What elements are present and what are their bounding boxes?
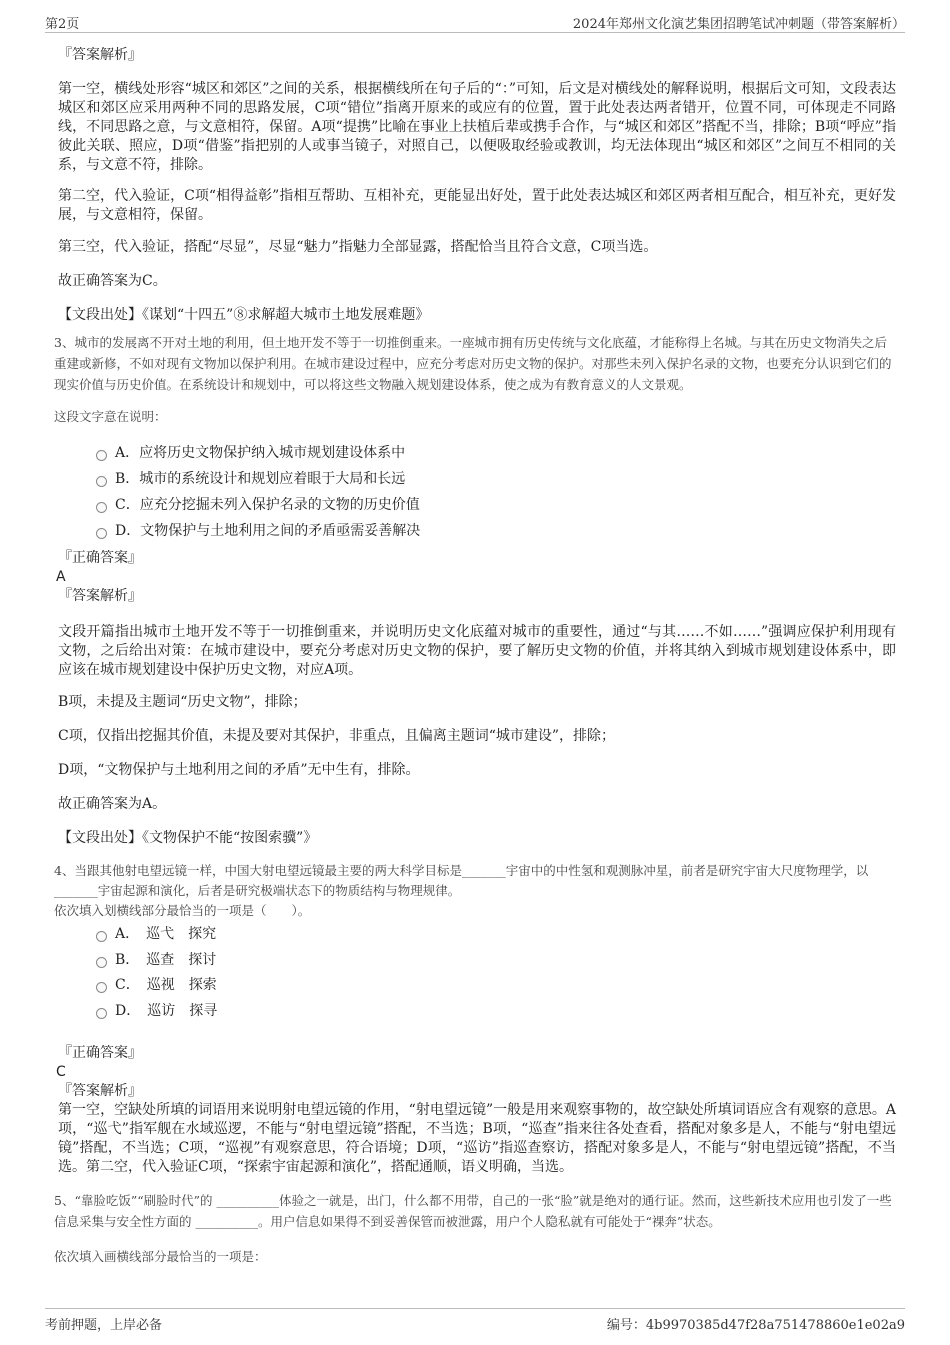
q3-analysis-paragraph: 文段开篇指出城市土地开发不等于一切推倒重来，并说明历史文化底蕴对城市的重要性，通过“与其……不如……”强调应保护利用现有文物，之后给出对策：在城市建设中，要充分考虑对历史文物的保护，要了解历史文物的价值，并将其纳入到城市规划建设体系中，即应该在城市规划建设中保护历史文物，对应A项。	[58, 624, 896, 678]
q3-stem: 3、城市的发展离不开对土地的利用，但土地开发不等于一切推倒重来。一座城市拥有历史传统与文化底蕴，才能称得上名城。与其在历史文物消失之后重建或新修，不如对现有文物加以保护利用。在城市建设过程中，应充分考虑对历史文物的保护。对那些未列入保护名录的文物，也要充分认识到它们的现实价值与历史价值。在系统设计和规划中，可以将这些文物融入规划建设体系，使之成为有教育意义的人文景观。	[54, 335, 892, 392]
q3-conclusion-block	[58, 795, 896, 814]
q5-ask-block	[54, 1246, 892, 1267]
radio-icon[interactable]	[96, 502, 107, 513]
q2-conclusion-block	[58, 272, 896, 291]
q3-option-c[interactable]: C．应充分挖掘未列入保护名录的文物的历史价值	[96, 492, 420, 518]
q2-conclusion: 故正确答案为C。	[58, 273, 167, 289]
q3-analysis-label: 『答案解析』	[58, 588, 142, 604]
q3-options	[96, 440, 420, 544]
q3-option-d[interactable]: D．文物保护与土地利用之间的矛盾亟需妥善解决	[96, 518, 420, 544]
q3-analysis-p1-block	[58, 623, 896, 680]
q2-analysis-p3-block	[58, 238, 896, 257]
q4-option-c[interactable]: C． 巡视 探索	[96, 973, 217, 999]
radio-icon[interactable]	[96, 931, 107, 942]
q4-stem: 4、当跟其他射电望远镜一样，中国大射电望远镜最主要的两大科学目标是_______宇宙中的中性氢和观测脉冲星，前者是研究宇宙大尺度物理学，以_______宇宙起源和演化，后者是研究极端状态下的物质结构与物理规律。	[54, 863, 869, 898]
q3-source-block	[58, 829, 896, 848]
page-footer	[45, 1308, 905, 1333]
q3-analysis-p2-block	[58, 693, 896, 712]
q2-source: 【文段出处】《谋划“十四五”⑧求解超大城市土地发展难题》	[58, 307, 430, 323]
q4-analysis-label: 『答案解析』	[58, 1083, 142, 1099]
page-header	[45, 10, 905, 33]
q2-analysis-paragraph: 第二空，代入验证，C项“相得益彰”指相互帮助、互相补充，更能显出好处，置于此处表达城区和郊区两者相互配合，相互补充，更好发展，与文意相符，保留。	[58, 188, 896, 223]
q5-stem-block	[54, 1190, 896, 1232]
q3-answer: A	[56, 569, 66, 585]
q3-analysis-p3-block	[58, 727, 896, 746]
q3-option-a[interactable]: A．应将历史文物保护纳入城市规划建设体系中	[96, 440, 420, 466]
q4-analysis-paragraph: 第一空，空缺处所填的词语用来说明射电望远镜的作用，“射电望远镜”一般是用来观察事物的，故空缺处所填词语应含有观察的意思。A项，“巡弋”指军舰在水域巡逻，不能与“射电望远镜”搭配，不当选；B项，“巡查”指来往各处查看，搭配对象多是人，不能与“射电望远镜”搭配，不当选；C项，“巡视”有观察意思，符合语境；D项，“巡访”指巡查察访，搭配对象多是人，不能与“射电望远镜”搭配，不当选。第二空，代入验证C项，“探索宇宙起源和演化”，搭配通顺，语义明确，当选。	[58, 1102, 896, 1175]
footer-slogan: 考前押题，上岸必备	[45, 1318, 163, 1333]
q3-answer-label: 『正确答案』	[58, 550, 142, 566]
q2-analysis-p2-block	[58, 187, 896, 225]
document-code: 编号：4b9970385d47f28a751478860e1e02a9	[606, 1318, 905, 1333]
q3-conclusion: 故正确答案为A。	[58, 796, 167, 812]
q3-ask-block	[54, 406, 892, 427]
q3-ask: 这段文字意在说明：	[54, 409, 167, 424]
q4-option-d[interactable]: D． 巡访 探寻	[96, 999, 217, 1025]
q4-options	[96, 922, 217, 1024]
q2-analysis-paragraph: 第三空，代入验证，搭配“尽显”，尽显“魅力”指魅力全部显露，搭配恰当且符合文意，C项当选。	[58, 239, 658, 255]
q2-analysis-p1-block	[58, 80, 896, 175]
q4-ask: 依次填入划横线部分最恰当的一项是（ ）。	[54, 903, 311, 918]
q4-answer-block	[58, 1044, 896, 1177]
q3-option-b[interactable]: B．城市的系统设计和规划应着眼于大局和长远	[96, 466, 420, 492]
q5-stem: 5、“靠脸吃饭”“刷脸时代”的 __________体验之一就是，出门，什么都不用带，自己的一张“脸”就是绝对的通行证。然而，这些新技术应用也引发了一些信息采集与安全性方面的 __________。用户信息如果得不到妥善保管而被泄露，用户个人隐私就有可能处于“裸奔”状态。	[54, 1193, 892, 1229]
radio-icon[interactable]	[96, 476, 107, 487]
q4-option-a[interactable]: A． 巡弋 探究	[96, 922, 217, 948]
radio-icon[interactable]	[96, 1008, 107, 1019]
q3-analysis-paragraph: D项，“文物保护与土地利用之间的矛盾”无中生有，排除。	[58, 762, 420, 778]
radio-icon[interactable]	[96, 982, 107, 993]
q2-analysis-label-block	[58, 46, 896, 65]
q5-ask: 依次填入画横线部分最恰当的一项是：	[54, 1249, 267, 1264]
q3-answer-block	[58, 549, 896, 606]
document-title: 2024年郑州文化演艺集团招聘笔试冲刺题（带答案解析）	[572, 17, 905, 32]
q3-source: 【文段出处】《文物保护不能“按图索骥”》	[58, 830, 318, 846]
radio-icon[interactable]	[96, 957, 107, 968]
q2-analysis-label: 『答案解析』	[58, 47, 142, 63]
q4-answer: C	[56, 1064, 66, 1080]
q3-stem-block	[54, 332, 896, 395]
radio-icon[interactable]	[96, 528, 107, 539]
q3-analysis-p4-block	[58, 761, 896, 780]
q2-analysis-paragraph: 第一空，横线处形容“城区和郊区”之间的关系，根据横线所在句子后的“：”可知，后文是对横线处的解释说明，根据后文可知，文段表达城区和郊区应采用两种不同的思路发展，C项“错位”指离开原来的或应有的位置，置于此处表达两者错开，位置不同，可体现走不同路线，不同思路之意，与文意相符，保留。A项“提携”比喻在事业上扶植后辈或携手合作，与“城区和郊区”搭配不当，排除；B项“呼应”指彼此关联、照应，D项“借鉴”指把别的人或事当镜子，对照自己，以便吸取经验或教训，均无法体现出“城区和郊区”之间互不相同的关系，与文意不符，排除。	[58, 81, 896, 173]
q4-stem-block	[54, 861, 896, 921]
q4-option-b[interactable]: B． 巡查 探讨	[96, 948, 217, 974]
q2-source-block	[58, 306, 896, 325]
page-number: 第2页	[45, 17, 80, 32]
q3-analysis-paragraph: C项，仅指出挖掘其价值，未提及要对其保护，非重点，且偏离主题词“城市建设”，排除；	[58, 728, 616, 744]
q4-answer-label: 『正确答案』	[58, 1045, 142, 1061]
radio-icon[interactable]	[96, 450, 107, 461]
q3-analysis-paragraph: B项，未提及主题词“历史文物”，排除；	[58, 694, 307, 710]
